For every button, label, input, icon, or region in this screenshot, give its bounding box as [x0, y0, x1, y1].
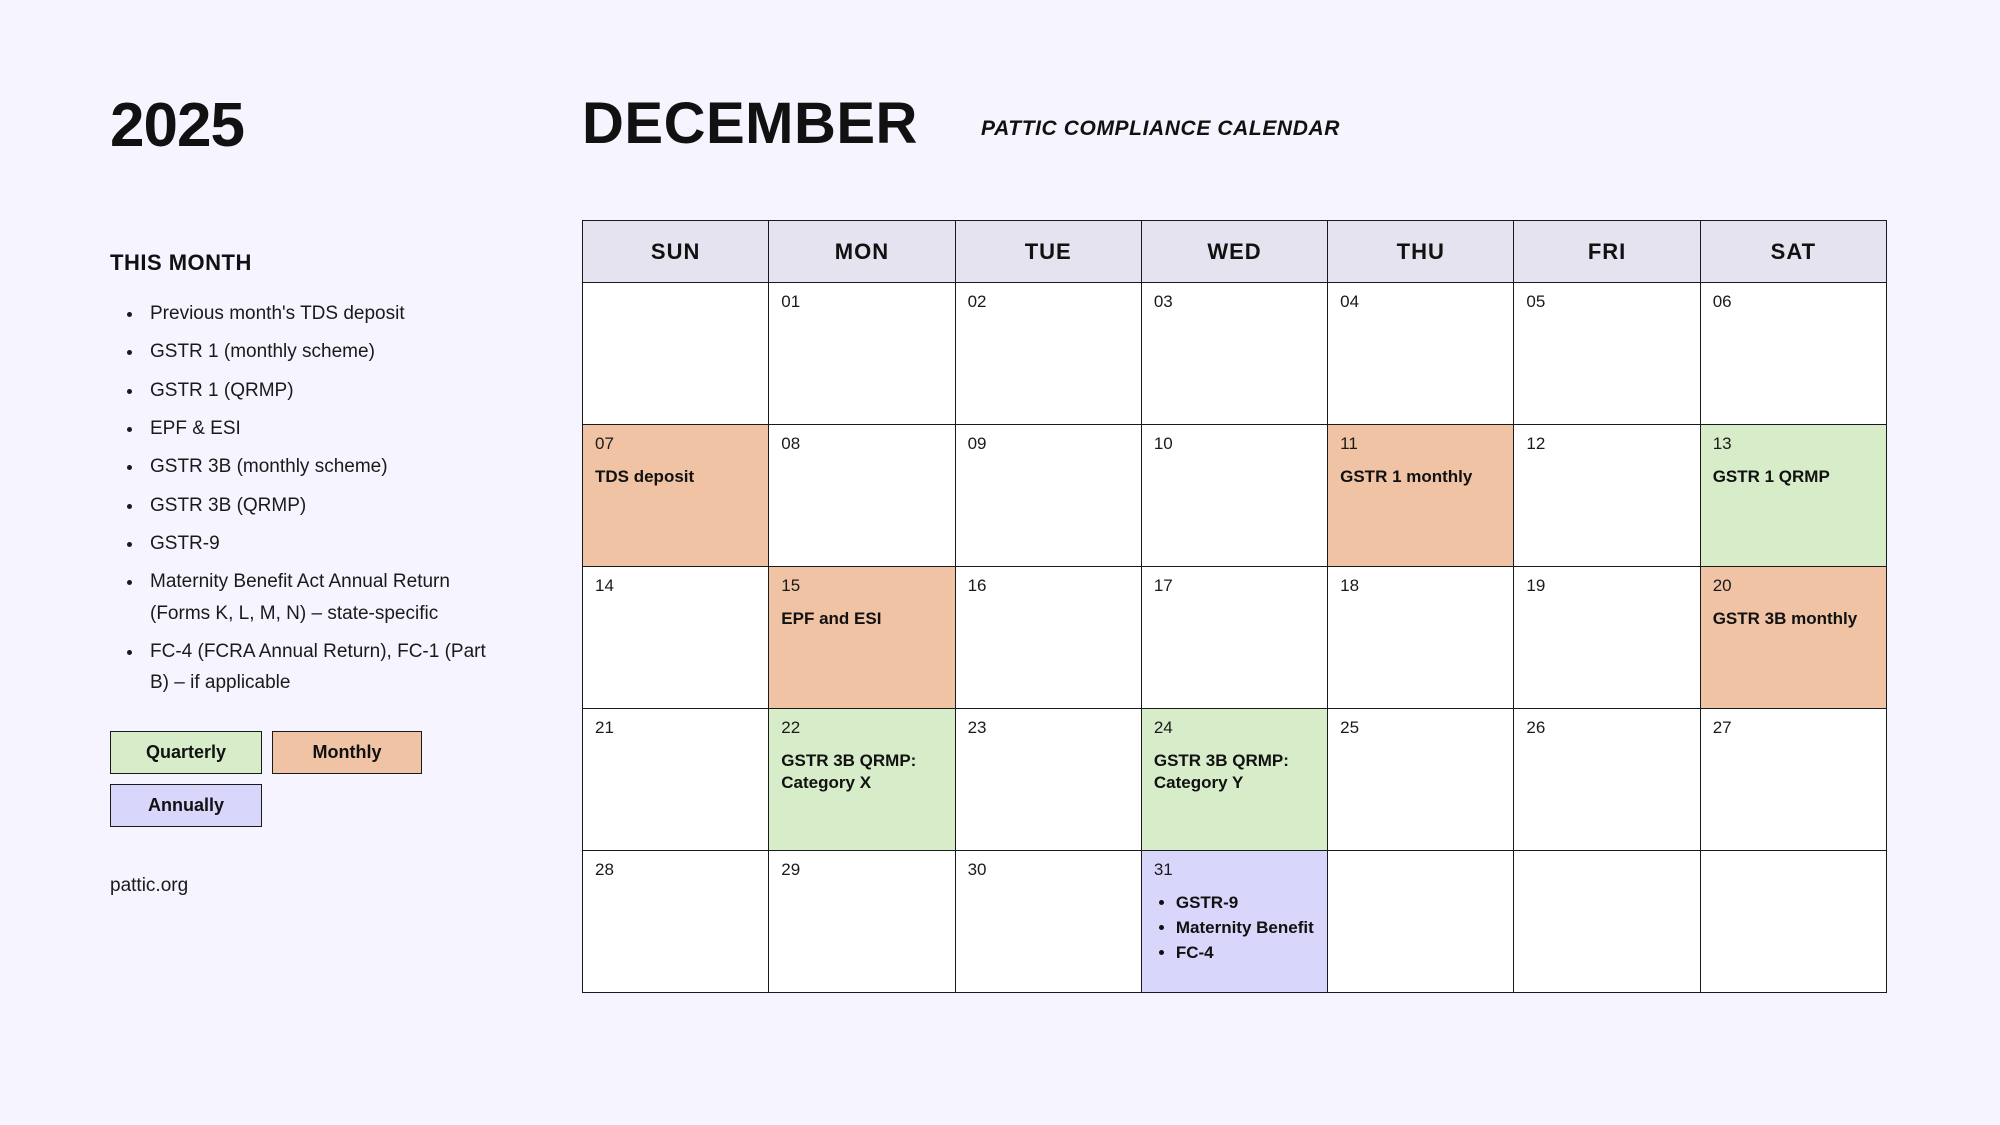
day-number: 11 — [1340, 434, 1358, 453]
day-cell-23[interactable] — [955, 709, 1141, 851]
day-number: 07 — [595, 434, 614, 453]
year-label: 2025 — [110, 91, 244, 160]
day-number: 20 — [1712, 576, 1732, 595]
day-number: 09 — [967, 434, 987, 453]
brand-label: PATTIC COMPLIANCE CALENDAR — [981, 117, 1340, 140]
site-url: pattic.org — [110, 874, 189, 896]
day-cell-12[interactable] — [1514, 425, 1700, 567]
day-cell-01[interactable] — [769, 283, 955, 425]
day-cell-10[interactable] — [1141, 425, 1327, 567]
legend-row-secondary — [110, 784, 440, 827]
day-number: 16 — [967, 576, 987, 595]
this-month-list — [144, 298, 490, 699]
event-item: • FC-4 — [1176, 942, 1315, 965]
day-number: 18 — [1340, 576, 1360, 595]
day-cell-29[interactable] — [769, 851, 955, 993]
calendar-body — [583, 283, 1887, 993]
list-item: • GSTR 1 (monthly scheme) — [144, 336, 490, 367]
day-cell-18[interactable] — [1328, 567, 1514, 709]
list-item: • GSTR 1 (QRMP) — [144, 375, 490, 406]
event-item: GSTR 3B QRMP: Category Y — [1153, 751, 1289, 793]
day-number: 08 — [781, 434, 801, 453]
page-title: DECEMBER — [582, 91, 918, 156]
event-item: GSTR 3B monthly — [1712, 609, 1858, 628]
day-cell-14[interactable] — [583, 567, 769, 709]
event-item: GSTR 3B QRMP: Category X — [781, 751, 917, 793]
weekday-header-wed: WED — [1141, 221, 1327, 283]
day-cell-03[interactable] — [1141, 283, 1327, 425]
day-cell-11[interactable] — [1328, 425, 1514, 567]
day-cell-26[interactable] — [1514, 709, 1700, 851]
calendar-week-row — [583, 709, 1887, 851]
list-item: • Previous month's TDS deposit — [144, 298, 490, 329]
weekday-header-sun: SUN — [583, 221, 769, 283]
day-cell-16[interactable] — [955, 567, 1141, 709]
day-number: 28 — [595, 860, 614, 879]
weekday-header-row — [583, 221, 1887, 283]
day-cell-21[interactable] — [583, 709, 769, 851]
day-cell-24[interactable] — [1141, 709, 1327, 851]
day-number: 12 — [1526, 434, 1546, 453]
day-number: 24 — [1153, 718, 1173, 737]
event-item: TDS deposit — [595, 467, 695, 486]
event-item: GSTR 1 QRMP — [1712, 467, 1830, 486]
weekday-header-mon: MON — [769, 221, 955, 283]
day-cell-08[interactable] — [769, 425, 955, 567]
sidebar — [110, 250, 490, 897]
day-cell-17[interactable] — [1141, 567, 1327, 709]
day-cell-15[interactable] — [769, 567, 955, 709]
legend-row-primary — [110, 731, 440, 774]
calendar-week-row — [583, 567, 1887, 709]
day-cell-02[interactable] — [955, 283, 1141, 425]
list-item: • FC-4 (FCRA Annual Return), FC-1 (Part B) – if applicable — [144, 636, 490, 699]
day-number: 04 — [1340, 292, 1360, 311]
legend — [110, 731, 440, 827]
day-cell-13[interactable] — [1700, 425, 1886, 567]
day-number: 26 — [1526, 718, 1546, 737]
day-cell-empty[interactable] — [1328, 851, 1514, 993]
day-number: 21 — [595, 718, 614, 737]
sidebar-heading: THIS MONTH — [110, 250, 252, 275]
event-item: • Maternity Benefit — [1176, 917, 1315, 940]
calendar-week-row — [583, 425, 1887, 567]
day-number: 02 — [967, 292, 987, 311]
day-cell-05[interactable] — [1514, 283, 1700, 425]
weekday-header-tue: TUE — [955, 221, 1141, 283]
day-cell-04[interactable] — [1328, 283, 1514, 425]
day-number: 01 — [781, 292, 801, 311]
day-cell-07[interactable] — [583, 425, 769, 567]
weekday-header-thu: THU — [1328, 221, 1514, 283]
day-number: 15 — [781, 576, 801, 595]
day-cell-06[interactable] — [1700, 283, 1886, 425]
day-cell-27[interactable] — [1700, 709, 1886, 851]
day-cell-empty[interactable] — [1700, 851, 1886, 993]
day-number: 05 — [1526, 292, 1546, 311]
day-cell-31[interactable] — [1141, 851, 1327, 993]
list-item: • EPF & ESI — [144, 413, 490, 444]
day-number: 22 — [781, 718, 801, 737]
event-item: GSTR 1 monthly — [1340, 467, 1473, 486]
event-item: EPF and ESI — [781, 609, 882, 628]
event-list — [1176, 892, 1315, 965]
day-number: 25 — [1340, 718, 1360, 737]
day-number: 10 — [1153, 434, 1173, 453]
day-cell-19[interactable] — [1514, 567, 1700, 709]
day-cell-09[interactable] — [955, 425, 1141, 567]
day-cell-25[interactable] — [1328, 709, 1514, 851]
day-cell-28[interactable] — [583, 851, 769, 993]
day-number: 19 — [1526, 576, 1546, 595]
day-cell-empty[interactable] — [583, 283, 769, 425]
legend-chip-quarterly: Quarterly — [110, 731, 262, 774]
day-number: 13 — [1712, 434, 1732, 453]
day-number: 23 — [967, 718, 987, 737]
list-item: • GSTR 3B (QRMP) — [144, 490, 490, 521]
event-item: • GSTR-9 — [1176, 892, 1315, 915]
day-number: 14 — [595, 576, 614, 595]
calendar-week-row — [583, 851, 1887, 993]
day-cell-30[interactable] — [955, 851, 1141, 993]
weekday-header-fri: FRI — [1514, 221, 1700, 283]
day-cell-20[interactable] — [1700, 567, 1886, 709]
weekday-header-sat: SAT — [1700, 221, 1886, 283]
month-grid — [582, 220, 1887, 993]
calendar-week-row — [583, 283, 1887, 425]
list-item: • Maternity Benefit Act Annual Return (Forms K, L, M, N) – state-specific — [144, 566, 490, 629]
day-cell-22[interactable] — [769, 709, 955, 851]
day-number: 06 — [1712, 292, 1732, 311]
list-item: • GSTR 3B (monthly scheme) — [144, 451, 490, 482]
day-number: 27 — [1712, 718, 1732, 737]
day-number: 29 — [781, 860, 801, 879]
day-number: 31 — [1153, 860, 1173, 879]
day-number: 03 — [1153, 292, 1173, 311]
day-cell-empty[interactable] — [1514, 851, 1700, 993]
legend-chip-annually: Annually — [110, 784, 262, 827]
list-item: • GSTR-9 — [144, 528, 490, 559]
legend-chip-monthly: Monthly — [272, 731, 422, 774]
day-number: 17 — [1153, 576, 1173, 595]
day-number: 30 — [967, 860, 987, 879]
